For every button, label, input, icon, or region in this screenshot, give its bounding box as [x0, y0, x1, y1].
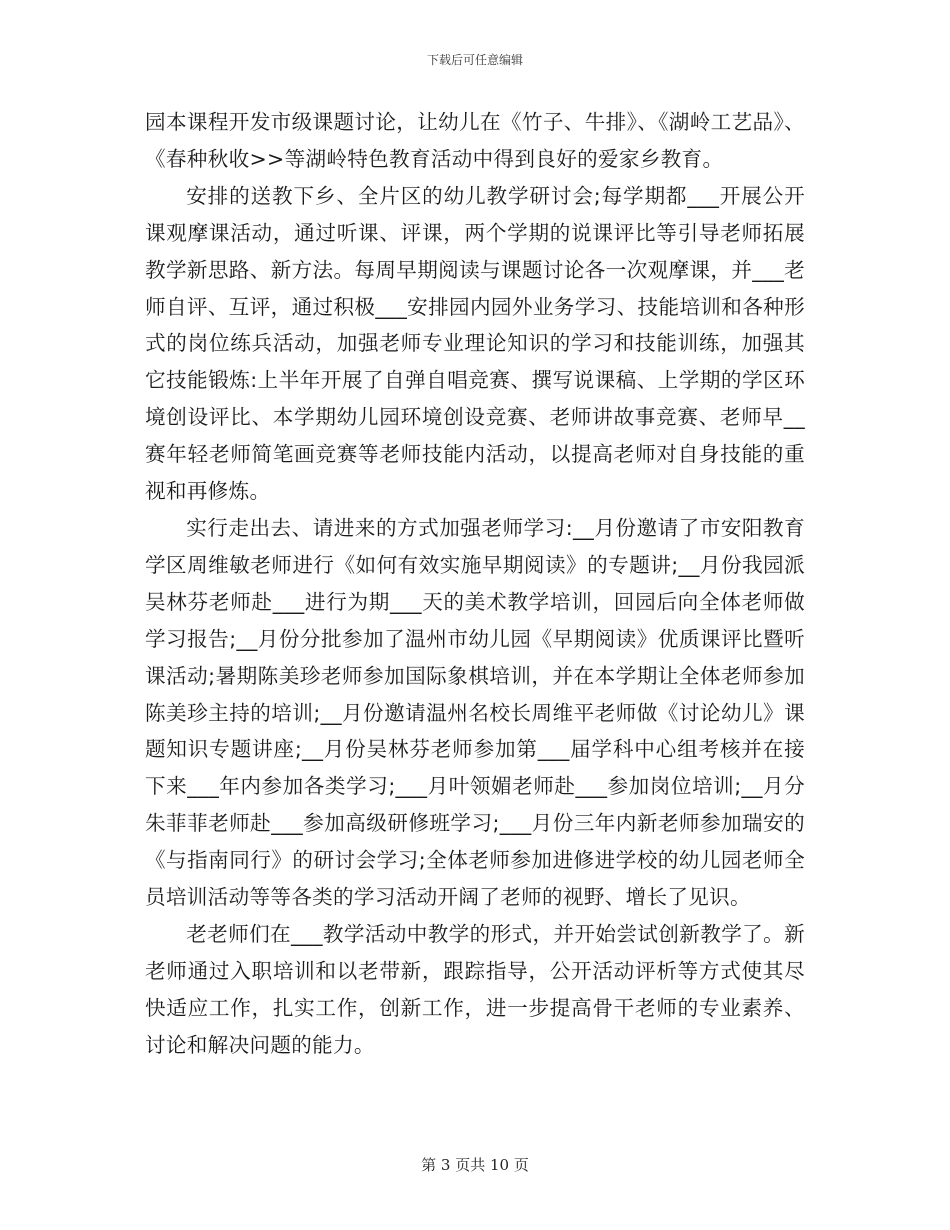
paragraph-2: 安排的送教下乡、全片区的幼儿教学研讨会;每学期都___开展公开课观摩课活动，通过听课、评课，两个学期的说课评比等引导老师拓展教学新思路、新方法。每周早期阅读与课题讨论各一次观摩课，并___老师自评、互评，通过积极___安排园内园外业务学习、技能培训和各种形式的岗位练兵活动，加强老师专业理论知识的学习和技能训练，加强其它技能锻炼:上半年开展了自弹自唱竞赛、撰写说课稿、上学期的学区环境创设评比、本学期幼儿园环境创设竞赛、老师讲故事竞赛、老师早__赛年轻老师简笔画竞赛等老师技能内活动，以提高老师对自身技能的重视和再修炼。	[145, 183, 805, 504]
paragraph-4: 老老师们在___教学活动中教学的形式，并开始尝试创新教学了。新老师通过入职培训和以老带新，跟踪指导，公开活动评析等方式使其尽快适应工作，扎实工作，创新工作，进一步提高骨干老师的专业素养、讨论和解决问题的能力。	[145, 921, 805, 1057]
paragraph-3: 实行走出去、请进来的方式加强老师学习:__月份邀请了市安阳教育学区周维敏老师进行《如何有效实施早期阅读》的专题讲;__月份我园派吴林芬老师赴___进行为期___天的美术教学培训，回园后向全体老师做学习报告;__月份分批参加了温州市幼儿园《早期阅读》优质课评比暨听课活动;暑期陈美珍老师参加国际象棋培训，并在本学期让全体老师参加陈美珍主持的培训;__月份邀请温州名校长周维平老师做《讨论幼儿》课题知识专题讲座;__月份吴林芬老师参加第___届学科中心组考核并在接下来___年内参加各类学习;___月叶领媚老师赴___参加岗位培训;__月分朱菲菲老师赴___参加高级研修班学习;___月份三年内新老师参加瑞安的《与指南同行》的研讨会学习;全体老师参加进修进学校的幼儿园老师全员培训活动等等各类的学习活动开阔了老师的视野、增长了见识。	[145, 515, 805, 910]
page-header: 下载后可任意编辑	[426, 53, 523, 67]
document-body	[145, 104, 805, 1064]
paragraph-1: 园本课程开发市级课题讨论，让幼儿在《竹子、牛排》、《湖岭工艺品》、《春种秋收>>等湖岭特色教育活动中得到良好的爱家乡教育。	[145, 110, 805, 171]
page-footer: 第 3 页共 10 页	[421, 1156, 529, 1174]
